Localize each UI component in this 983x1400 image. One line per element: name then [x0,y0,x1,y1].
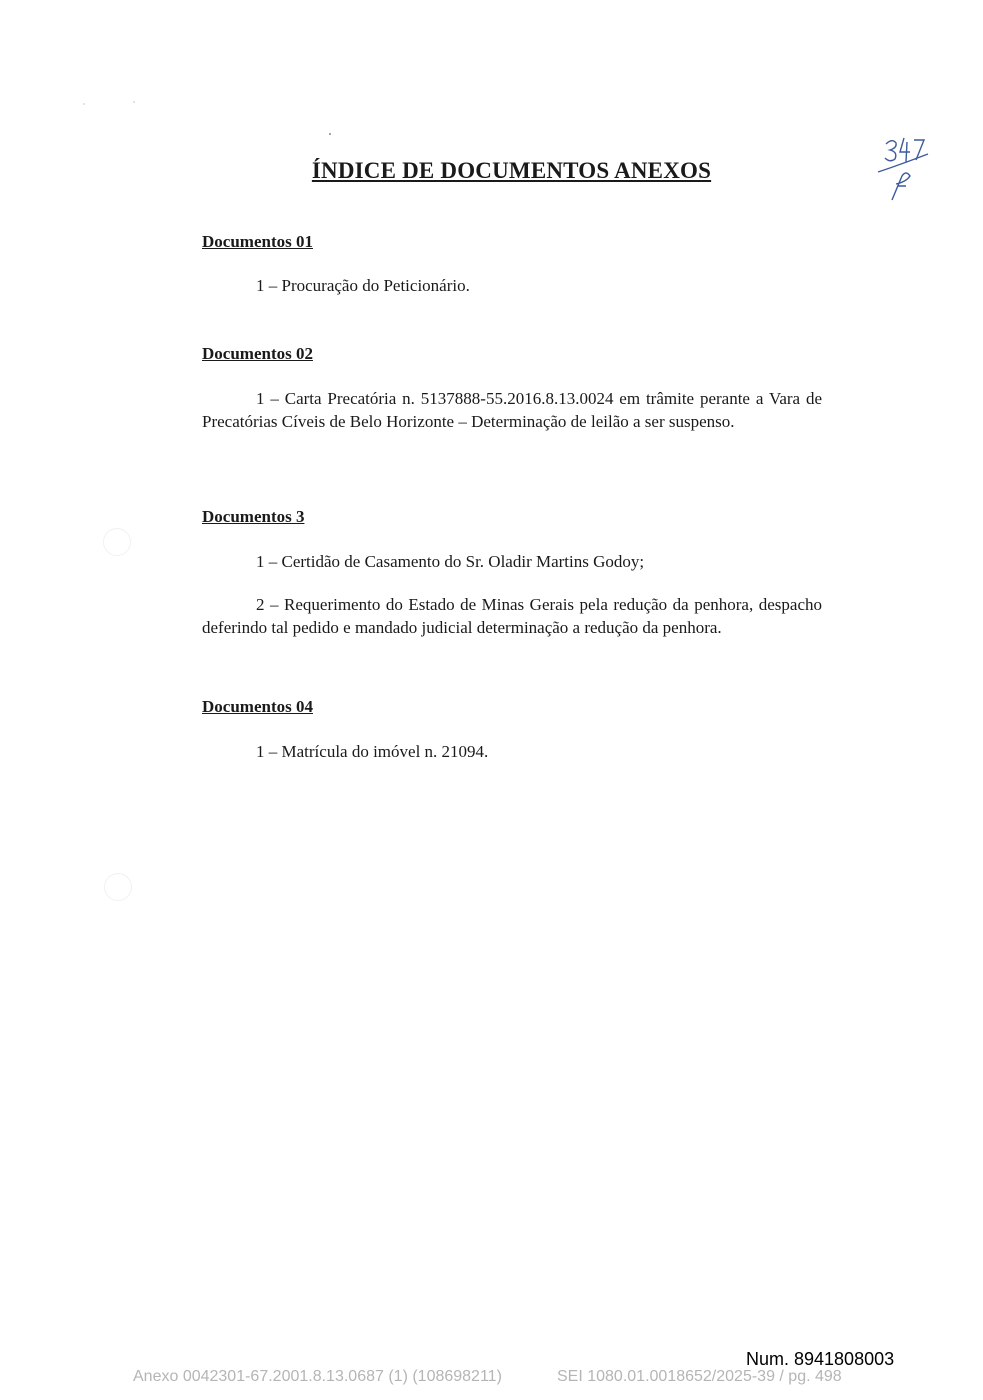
punch-hole-mark [104,873,132,901]
scan-speck [133,101,135,103]
punch-hole-mark [103,528,131,556]
list-item: 1 – Certidão de Casamento do Sr. Oladir Martins Godoy; [256,552,645,571]
list-item: 1 – Procuração do Peticionário. [256,276,470,295]
list-item: 2 – Requerimento do Estado de Minas Gerais pela redução da penhora, despacho deferindo tal pedido e mandado judicial determinação a redução da penhora. [202,595,822,637]
list-item: 1 – Matrícula do imóvel n. 21094. [256,742,489,761]
section-heading-documentos-04: Documentos 04 [202,697,313,716]
section-heading-documentos-02: Documentos 02 [202,344,313,363]
scan-speck [329,133,331,135]
section-heading-documentos-01: Documentos 01 [202,232,313,251]
footer-annex-reference: Anexo 0042301-67.2001.8.13.0687 (1) (108698211) [133,1368,502,1385]
section-heading-documentos-3: Documentos 3 [202,507,305,526]
footer-sei-reference: SEI 1080.01.0018652/2025-39 / pg. 498 [557,1368,842,1385]
list-item: 1 – Carta Precatória n. 5137888-55.2016.8.13.0024 em trâmite perante a Vara de Precatórias Cíveis de Belo Horizonte – Determinação de leilão a ser suspenso. [202,389,822,431]
scan-speck [83,103,85,105]
document-title: ÍNDICE DE DOCUMENTOS ANEXOS [311,158,712,183]
document-number-stamp: Num. 8941808003 [746,1349,895,1369]
